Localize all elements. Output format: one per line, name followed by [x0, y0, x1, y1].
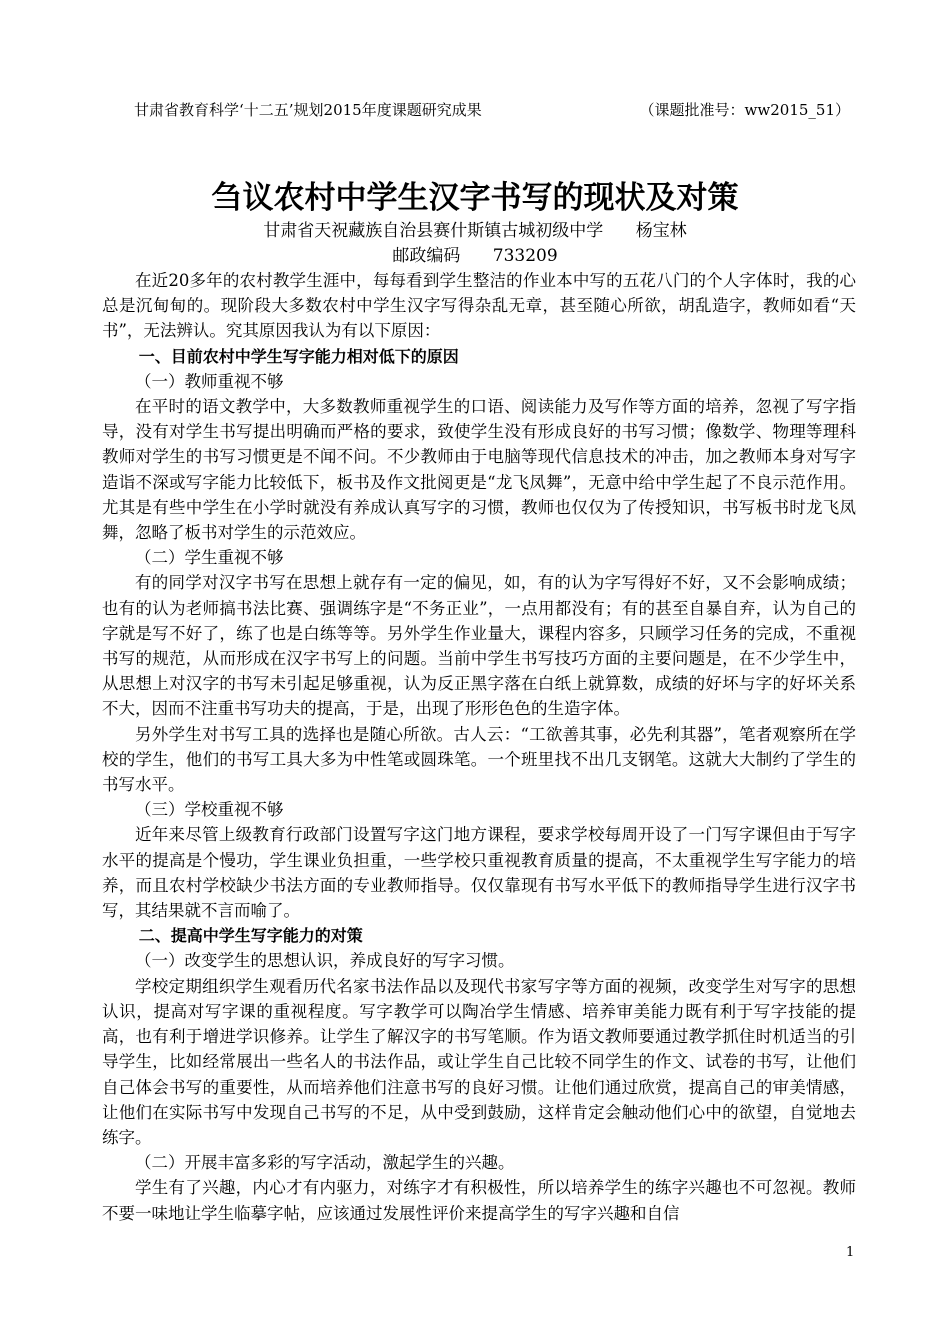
- paragraph-students: 有的同学对汉字书写在思想上就存有一定的偏见，如，有的认为字写得好不好，又不会影响成绩；也有的认为老师搞书法比赛、强调练字是“不务正业”，一点用都没有；有的甚至自暴自弃，认为自己的字就是写不好了，练了也是白练等等。另外学生作业量大，课程内容多，只顾学习任务的完成，不重视书写的规范，从而形成在汉字书写上的问题。当前中学生书写技巧方面的主要问题是，在不少学生中，从思想上对汉字的书写未引起足够重视，认为反正黑字落在白纸上就算数，成绩的好坏与字的好坏关系不大，因而不注重书写功夫的提高，于是，出现了形形色色的生造字体。: [102, 573, 856, 719]
- section-heading-1: 一、目前农村中学生写字能力相对低下的原因: [138, 346, 459, 366]
- header-approval-number: （课题批准号：ww2015_51）: [639, 101, 850, 119]
- paragraph-writing-tools: 另外学生对书写工具的选择也是随心所欲。古人云：“工欲善其事，必先利其器”，笔者观察所在学校的学生，他们的书写工具大多为中性笔或圆珠笔。一个班里找不出几支钢笔。这就大大制约了学生的书写水平。: [102, 724, 856, 795]
- intro-paragraph: 在近20多年的农村教学生涯中，每每看到学生整洁的作业本中写的五花八门的个人字体时，我的心总是沉甸甸的。现阶段大多数农村中学生汉字写得杂乱无章，甚至随心所欲，胡乱造字，教师如看“天书”，无法辨认。究其原因我认为有以下原因：: [102, 271, 856, 341]
- author-line: 甘肃省天祝藏族自治县赛什斯镇古城初级中学 杨宝林: [263, 221, 687, 241]
- page-number: 1: [846, 1245, 855, 1260]
- postal-code-line: 邮政编码 733209: [392, 246, 558, 266]
- subsection-heading-1-1: （一）教师重视不够: [135, 371, 284, 391]
- paragraph-teachers: 在平时的语文教学中，大多数教师重视学生的口语、阅读能力及写作等方面的培养，忽视了写字指导，没有对学生书写提出明确而严格的要求，致使学生没有形成良好的书写习惯；像数学、物理等理科教师对学生的书写习惯更是不闻不问。不少教师由于电脑等现代信息技术的冲击，加之教师本身对写字造诣不深或写字能力比较低下，板书及作文批阅更是“龙飞凤舞”，无意中给中学生起了不良示范作用。尤其是有些中学生在小学时就没有养成认真写字的习惯，教师也仅仅为了传授知识，书写板书时龙飞凤舞，忽略了板书对学生的示范效应。: [102, 397, 856, 543]
- subsection-heading-1-3: （三）学校重视不够: [135, 800, 284, 820]
- subsection-heading-2-2: （二）开展丰富多彩的写字活动，激起学生的兴趣。: [135, 1153, 515, 1173]
- subsection-heading-1-2: （二）学生重视不够: [135, 548, 284, 568]
- document-body: [102, 268, 856, 1226]
- paragraph-schools: 近年来尽管上级教育行政部门设置写字这门地方课程，要求学校每周开设了一门写字课但由于写字水平的提高是个慢功，学生课业负担重，一些学校只重视教育质量的提高，不太重视学生写字能力的培养，而且农村学校缺少书法方面的专业教师指导。仅仅靠现有书写水平低下的教师指导学生进行汉字书写，其结果就不言而喻了。: [102, 825, 856, 921]
- paragraph-attitude: 学校定期组织学生观看历代名家书法作品以及现代书家写字等方面的视频，改变学生对写字的思想认识，提高对写字课的重视程度。写字教学可以陶冶学生情感、培养审美能力既有利于写字技能的提高，也有利于增进学识修养。让学生了解汉字的书写笔顺。作为语文教师要通过教学抓住时机适当的引导学生，比如经常展出一些名人的书法作品，或让学生自己比较不同学生的作文、试卷的书写，让他们自己体会书写的重要性，从而培养他们注意书写的良好习惯。让他们通过欣赏，提高自己的审美情感，让他们在实际书写中发现自己书写的不足，从中受到鼓励，这样肯定会触动他们心中的欲望，自觉地去练字。: [102, 976, 856, 1147]
- header-project-title: 甘肃省教育科学‘十二五’规划2015年度课题研究成果: [134, 101, 482, 119]
- page-header: [134, 99, 850, 121]
- subsection-heading-2-1: （一）改变学生的思想认识，养成良好的写字习惯。: [135, 951, 515, 971]
- paragraph-interest: 学生有了兴趣，内心才有内驱力，对练字才有积极性，所以培养学生的练字兴趣也不可忽视。教师不要一味地让学生临摹字帖，应该通过发展性评价来提高学生的写字兴趣和自信: [102, 1178, 856, 1223]
- document-title: 刍议农村中学生汉字书写的现状及对策: [211, 180, 739, 216]
- section-heading-2: 二、提高中学生写字能力的对策: [138, 926, 363, 946]
